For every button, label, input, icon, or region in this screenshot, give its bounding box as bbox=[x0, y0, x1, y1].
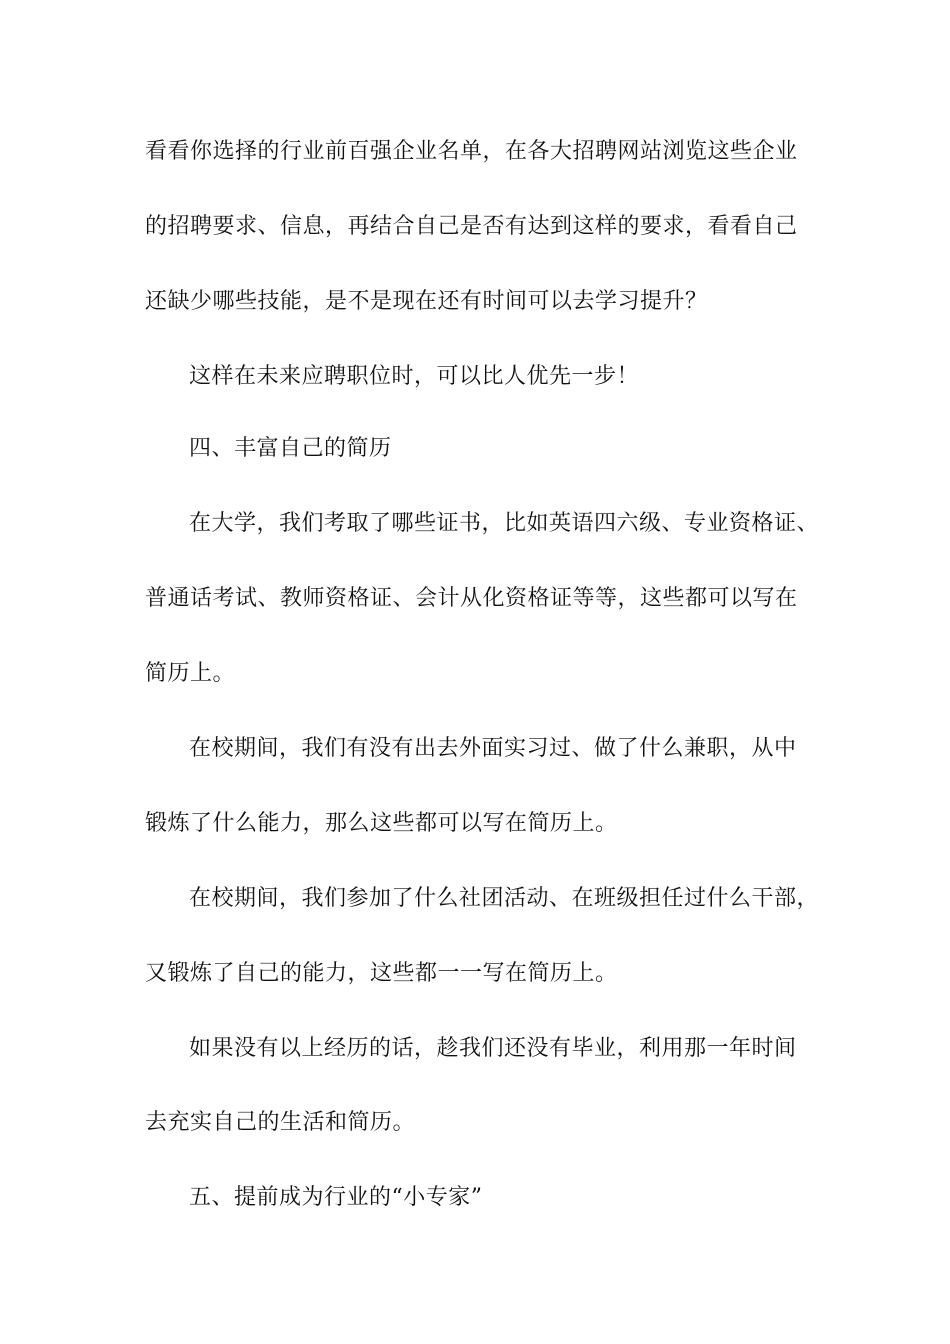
body-text-line: 看看你选择的行业前百强企业名单，在各大招聘网站浏览这些企业 bbox=[145, 139, 798, 164]
paragraph-text-line: 在大学，我们考取了哪些证书，比如英语四六级、专业资格证、 bbox=[189, 511, 820, 536]
body-text-line: 去充实自己的生活和简历。 bbox=[145, 1110, 416, 1135]
section-heading: 五、提前成为行业的“小专家” bbox=[189, 1185, 483, 1210]
paragraph-text-line: 在校期间，我们参加了什么社团活动、在班级担任过什么干部， bbox=[189, 886, 820, 911]
body-text-line: 普通话考试、教师资格证、会计从化资格证等等，这些都可以写在 bbox=[145, 586, 798, 611]
body-text-line: 又锻炼了自己的能力，这些都一一写在简历上。 bbox=[145, 961, 618, 986]
body-text-line: 锻炼了什么能力，那么这些都可以写在简历上。 bbox=[145, 811, 618, 836]
body-text-line: 还缺少哪些技能，是不是现在还有时间可以去学习提升？ bbox=[145, 289, 708, 314]
paragraph-text-line: 这样在未来应聘职位时，可以比人优先一步！ bbox=[189, 364, 640, 389]
body-text-line: 简历上。 bbox=[145, 661, 236, 686]
body-text-line: 的招聘要求、信息，再结合自己是否有达到这样的要求，看看自己 bbox=[145, 214, 798, 239]
section-heading: 四、丰富自己的简历 bbox=[189, 436, 392, 461]
paragraph-text-line: 在校期间，我们有没有出去外面实习过、做了什么兼职，从中 bbox=[189, 736, 797, 761]
paragraph-text-line: 如果没有以上经历的话，趁我们还没有毕业，利用那一年时间 bbox=[189, 1036, 797, 1061]
